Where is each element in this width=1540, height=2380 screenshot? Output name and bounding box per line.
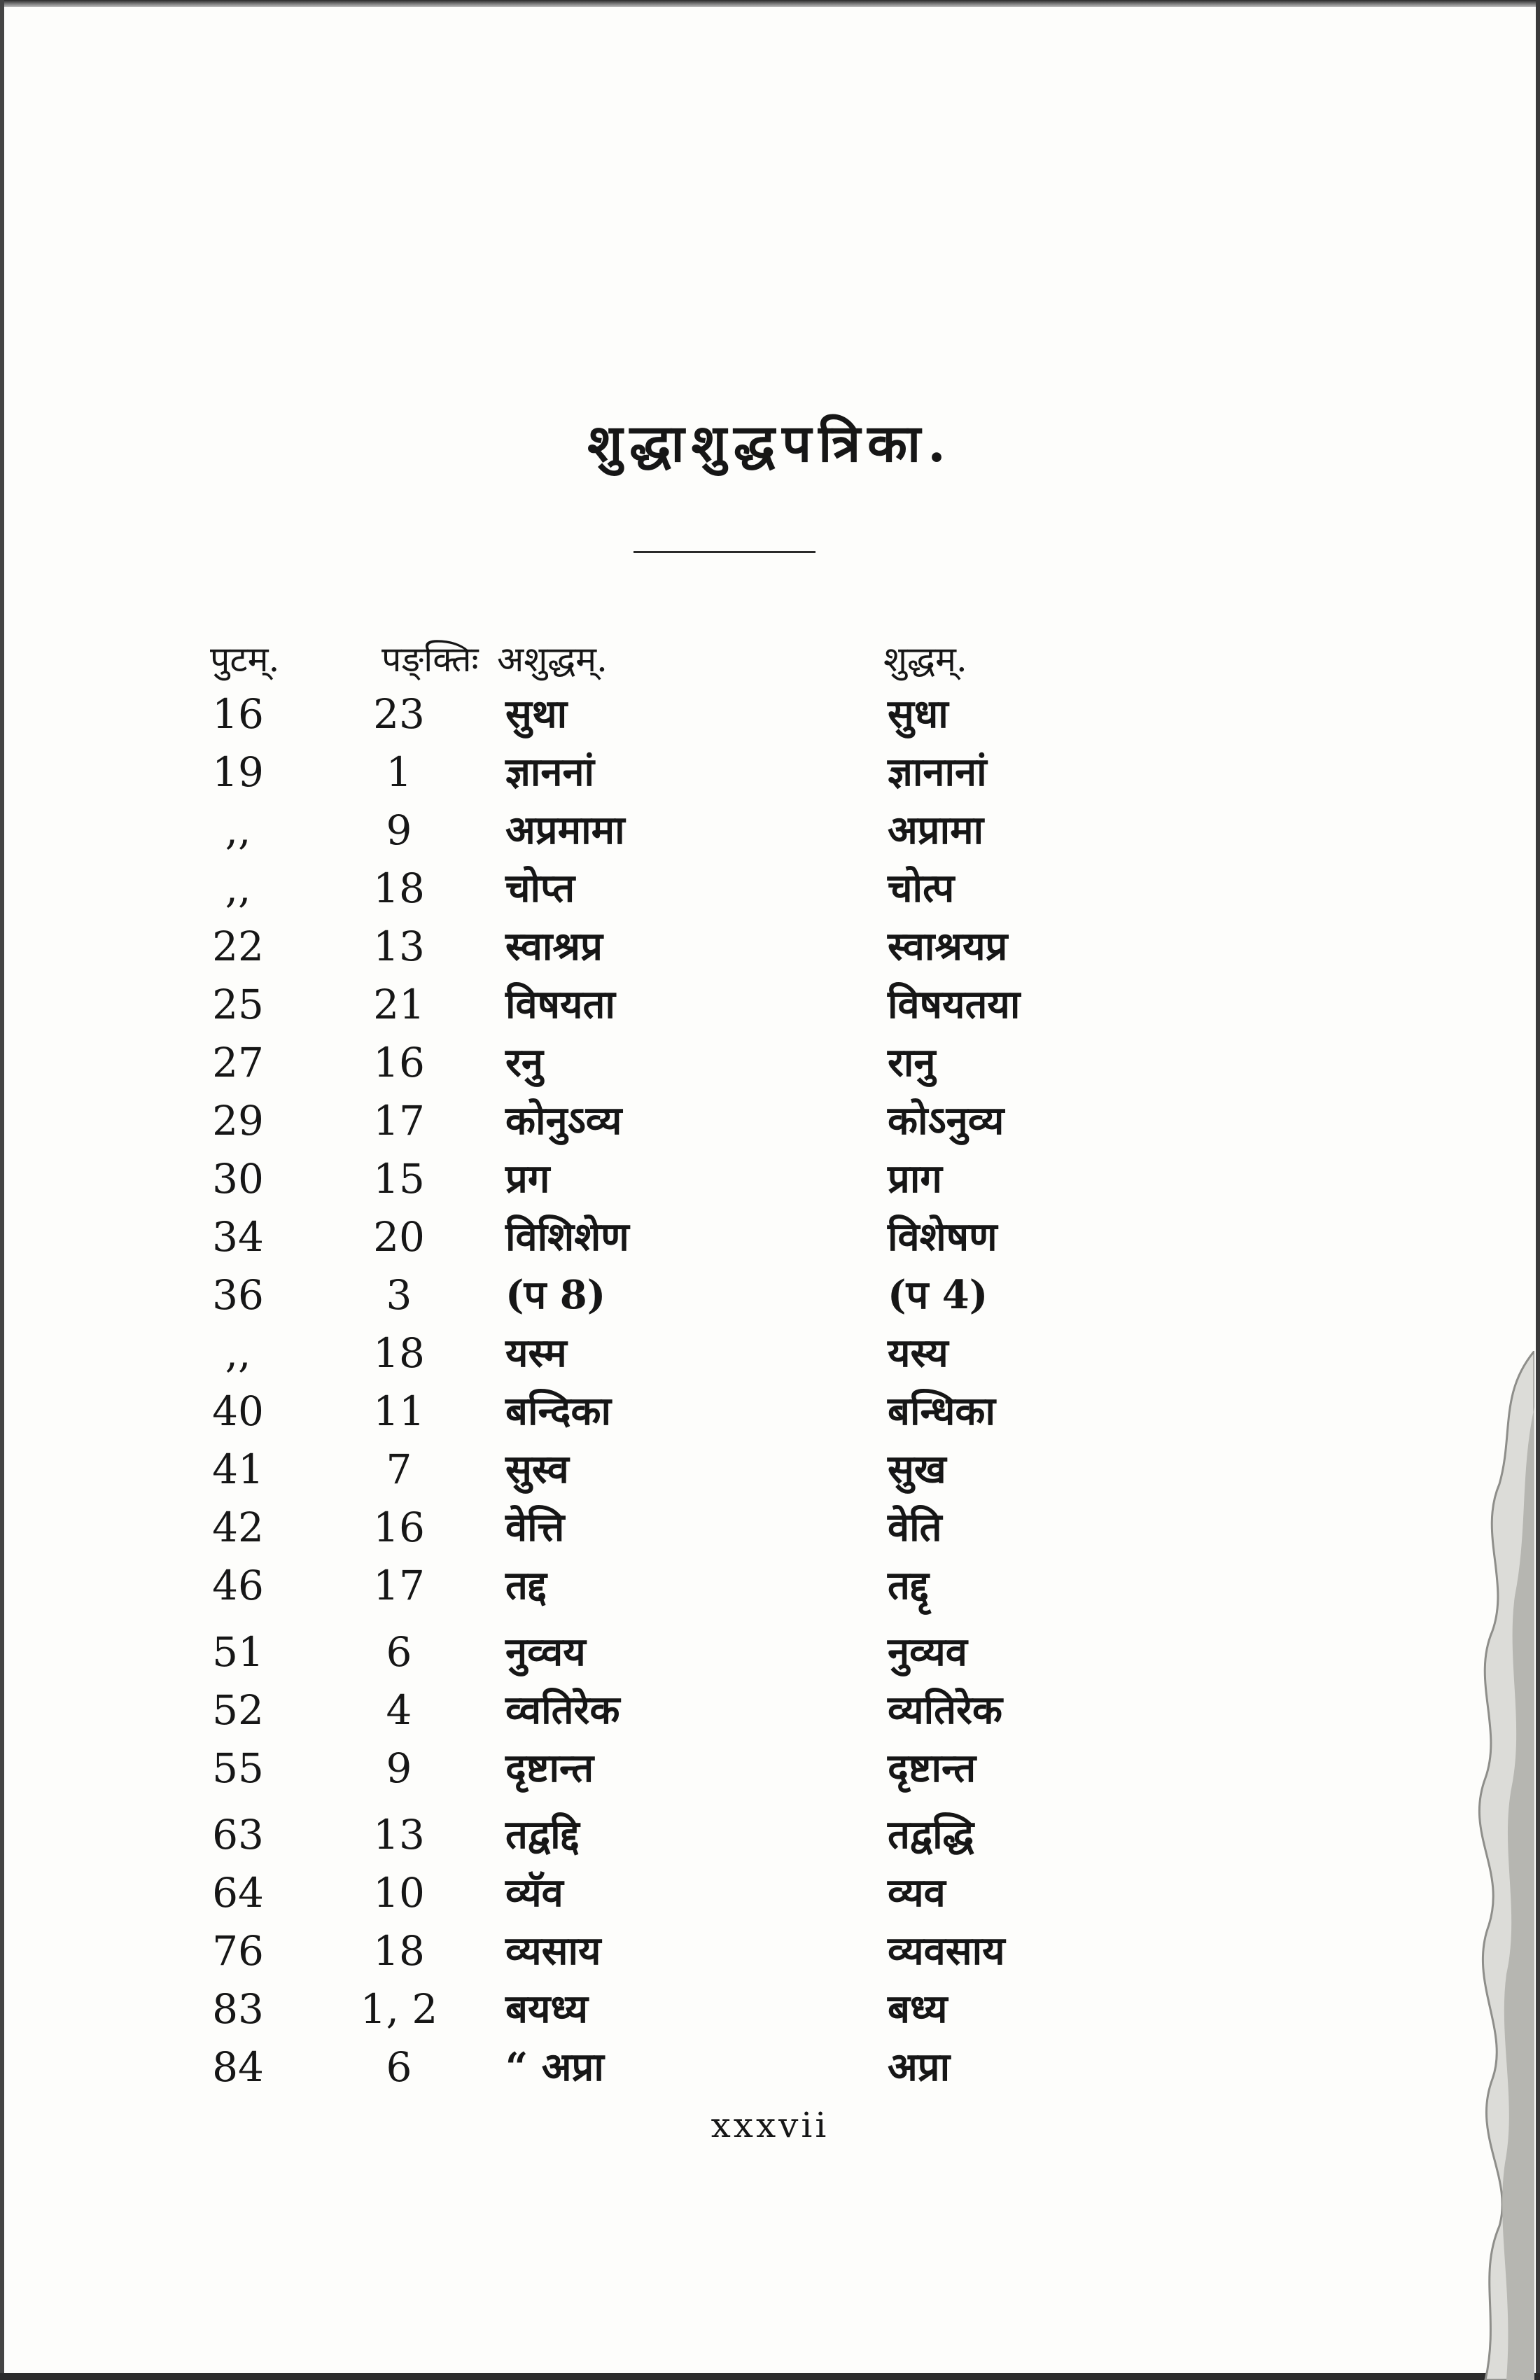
errata-row: [0, 748, 1540, 806]
page-cell: 76: [212, 1927, 264, 1975]
correct-cell: वेति: [888, 1504, 942, 1550]
incorrect-cell: विशिशेण: [505, 1214, 629, 1260]
errata-row: [0, 806, 1540, 864]
correct-cell: व्यतिरेक: [888, 1687, 1002, 1733]
correct-cell: व्यवसाय: [888, 1928, 1005, 1974]
page-cell: 64: [212, 1869, 264, 1917]
incorrect-cell: तद्वद्दि: [505, 1812, 580, 1858]
scan-edge-bottom: [0, 2373, 1540, 2380]
incorrect-cell: व्यॅव: [505, 1870, 564, 1916]
line-cell: 21: [373, 981, 425, 1028]
errata-row: [0, 864, 1540, 922]
incorrect-cell: ज्ञाननां: [505, 749, 595, 795]
line-cell: 23: [373, 690, 425, 738]
correct-cell: कोऽनुव्य: [888, 1098, 1004, 1144]
page-cell: 19: [212, 748, 264, 796]
page-cell: 40: [212, 1387, 264, 1435]
incorrect-cell: दृष्टान्त: [505, 1745, 594, 1791]
incorrect-cell: (प 8): [505, 1272, 606, 1318]
errata-row: [0, 980, 1540, 1038]
correct-cell: विषयतया: [888, 981, 1021, 1028]
errata-row: [0, 1503, 1540, 1561]
incorrect-cell: यस्म: [505, 1330, 567, 1376]
correct-cell: चोत्प: [888, 865, 955, 911]
line-cell: 17: [373, 1562, 425, 1609]
incorrect-cell: रनु: [505, 1040, 543, 1086]
correct-cell: दृष्टान्त: [888, 1745, 976, 1791]
page-cell: 25: [212, 981, 264, 1028]
correct-cell: व्यव: [888, 1870, 946, 1916]
errata-table: [0, 690, 1540, 2101]
correct-cell: स्वाश्रयप्र: [888, 923, 1008, 969]
incorrect-cell: विषयता: [505, 981, 615, 1028]
correct-cell: प्राग: [888, 1156, 942, 1202]
errata-row: [0, 1270, 1540, 1329]
correct-cell: नुव्यव: [888, 1629, 967, 1675]
column-header-page: पुटम्.: [210, 639, 280, 680]
correct-cell: बध्य: [888, 1986, 948, 2032]
page-cell: ,,: [225, 806, 251, 854]
page-cell: 55: [212, 1744, 264, 1792]
page-cell: 83: [212, 1985, 264, 2033]
column-header-incorrect: अशुद्धम्.: [497, 639, 608, 680]
incorrect-cell: अप्रमामा: [505, 807, 625, 853]
errata-row: [0, 1868, 1540, 1926]
incorrect-cell: वेत्ति: [505, 1504, 565, 1550]
line-cell: 18: [373, 1927, 425, 1975]
errata-row: [0, 1686, 1540, 1744]
errata-row: [0, 1810, 1540, 1868]
errata-row: [0, 922, 1540, 980]
errata-row: [0, 1561, 1540, 1628]
errata-row: [0, 1984, 1540, 2043]
line-cell: 20: [373, 1213, 425, 1261]
errata-row: [0, 1744, 1540, 1810]
page-cell: ,,: [225, 864, 251, 912]
incorrect-cell: कोनुऽव्य: [505, 1098, 622, 1144]
correct-cell: सुधा: [888, 691, 948, 737]
correct-cell: सुख: [888, 1446, 946, 1492]
column-header-line: पङ्क्तिः: [382, 639, 479, 680]
incorrect-cell: सुथा: [505, 691, 568, 737]
line-cell: 10: [373, 1869, 425, 1917]
page-title: शुद्धाशुद्धपत्रिका.: [587, 414, 953, 474]
errata-row: [0, 1212, 1540, 1270]
line-cell: 4: [386, 1686, 412, 1734]
line-cell: 18: [373, 864, 425, 912]
incorrect-cell: व्यसाय: [505, 1928, 601, 1974]
line-cell: 17: [373, 1097, 425, 1144]
line-cell: 1: [386, 748, 412, 796]
line-cell: 16: [373, 1504, 425, 1551]
line-cell: 13: [373, 1811, 425, 1858]
errata-row: [0, 2043, 1540, 2101]
page-cell: ,,: [225, 1329, 251, 1377]
incorrect-cell: प्रग: [505, 1156, 550, 1202]
errata-row: [0, 1387, 1540, 1445]
errata-row: [0, 1628, 1540, 1686]
line-cell: 3: [386, 1271, 412, 1319]
errata-row: [0, 1096, 1540, 1154]
incorrect-cell: व्वतिरेक: [505, 1687, 620, 1733]
line-cell: 7: [386, 1446, 412, 1493]
incorrect-cell: नुव्वय: [505, 1629, 586, 1675]
correct-cell: रानु: [888, 1040, 936, 1086]
column-header-correct: शुद्धम्.: [883, 639, 967, 680]
scan-edge-top: [0, 0, 1540, 7]
incorrect-cell: बयध्य: [505, 1986, 588, 2032]
line-cell: 16: [373, 1039, 425, 1086]
page-cell: 22: [212, 923, 264, 970]
correct-cell: ज्ञानानां: [888, 749, 987, 795]
correct-cell: तद्वद्धि: [888, 1812, 974, 1858]
incorrect-cell: स्वाश्रप्र: [505, 923, 603, 969]
errata-row: [0, 1038, 1540, 1096]
page-cell: 46: [212, 1562, 264, 1609]
correct-cell: अप्रा: [888, 2044, 951, 2090]
page-cell: 52: [212, 1686, 264, 1734]
line-cell: 11: [373, 1387, 425, 1435]
page-cell: 30: [212, 1155, 264, 1203]
incorrect-cell: तद्द: [505, 1562, 547, 1609]
page-cell: 36: [212, 1271, 264, 1319]
page-cell: 16: [212, 690, 264, 738]
correct-cell: यस्य: [888, 1330, 948, 1376]
page-number: xxxvii: [710, 2105, 830, 2146]
correct-cell: अप्रामा: [888, 807, 984, 853]
errata-row: [0, 1329, 1540, 1387]
line-cell: 9: [386, 1744, 412, 1792]
page-cell: 34: [212, 1213, 264, 1261]
incorrect-cell: सुस्व: [505, 1446, 569, 1492]
page-cell: 63: [212, 1811, 264, 1858]
line-cell: 18: [373, 1329, 425, 1377]
correct-cell: (प 4): [888, 1272, 988, 1318]
line-cell: 13: [373, 923, 425, 970]
line-cell: 6: [386, 1628, 412, 1676]
errata-row: [0, 690, 1540, 748]
correct-cell: बन्धिका: [888, 1388, 995, 1434]
page-cell: 27: [212, 1039, 264, 1086]
incorrect-cell: बन्दिका: [505, 1388, 612, 1434]
line-cell: 1, 2: [360, 1985, 438, 2033]
page-cell: 42: [212, 1504, 264, 1551]
line-cell: 6: [386, 2043, 412, 2091]
incorrect-cell: “ अप्रा: [505, 2044, 604, 2090]
errata-row: [0, 1154, 1540, 1212]
errata-row: [0, 1926, 1540, 1984]
page-cell: 84: [212, 2043, 264, 2091]
incorrect-cell: चोप्त: [505, 865, 575, 911]
errata-row: [0, 1445, 1540, 1503]
correct-cell: तद्दृ: [888, 1562, 930, 1609]
title-divider: [634, 551, 816, 553]
correct-cell: विशेषण: [888, 1214, 997, 1260]
page-cell: 29: [212, 1097, 264, 1144]
line-cell: 15: [373, 1155, 425, 1203]
page-cell: 51: [212, 1628, 264, 1676]
page-cell: 41: [212, 1446, 264, 1493]
line-cell: 9: [386, 806, 412, 854]
